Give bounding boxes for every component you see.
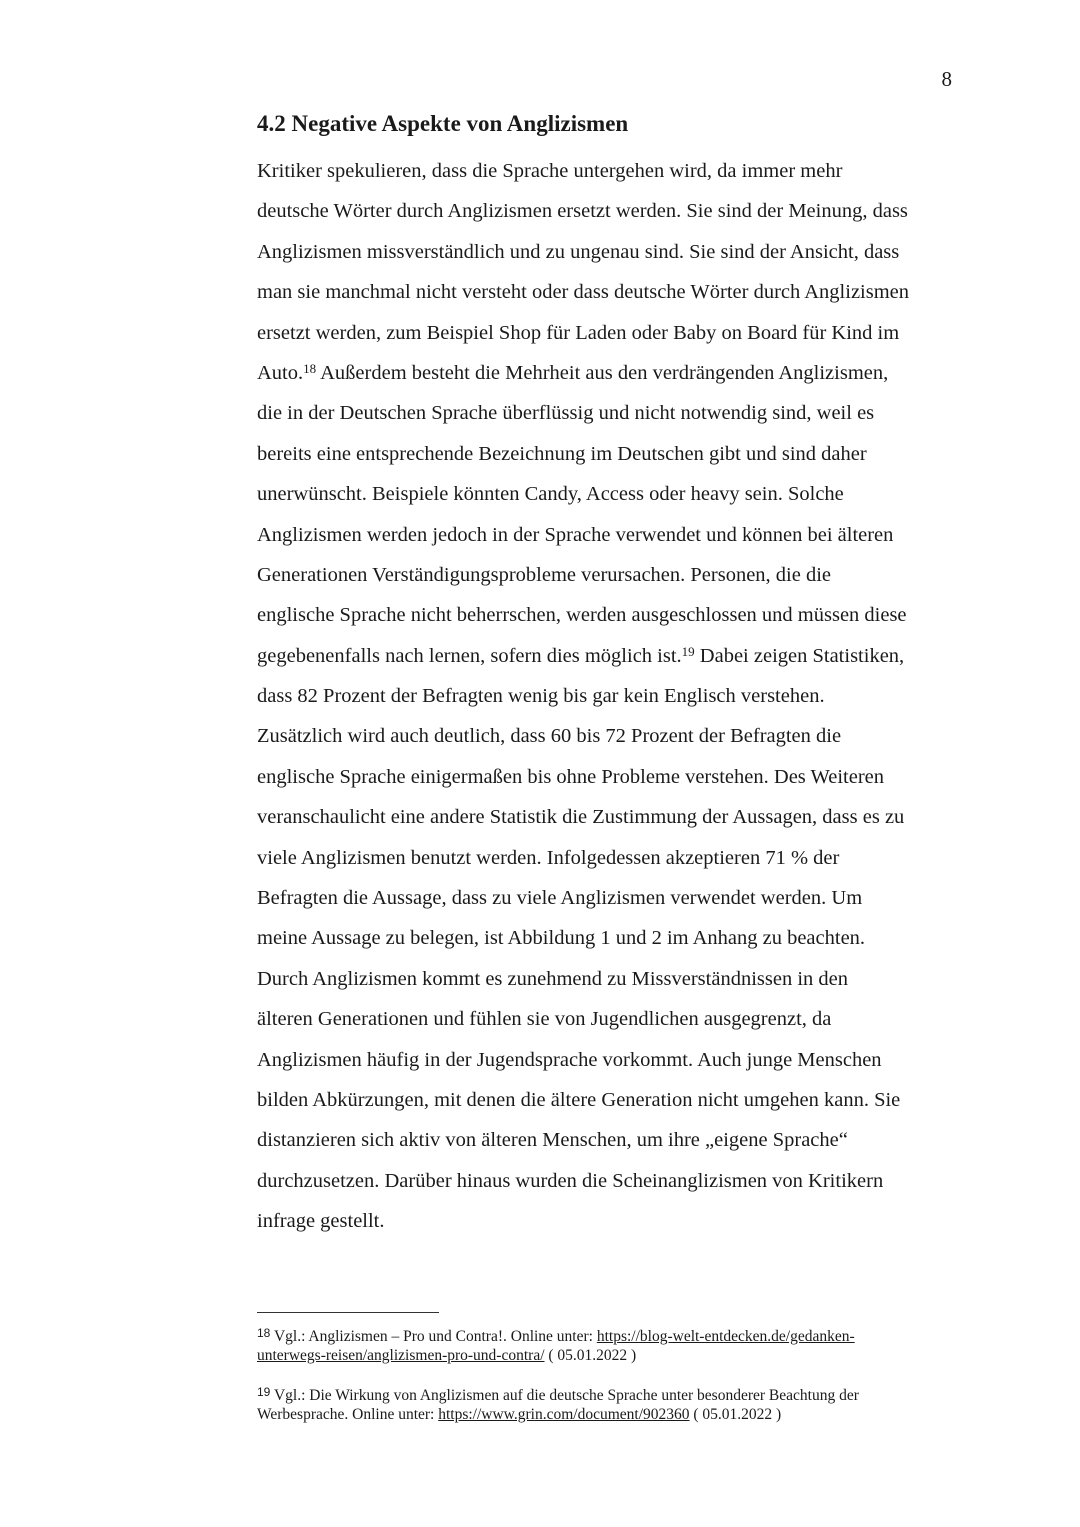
page-number: 8 xyxy=(941,67,952,91)
footnote-text: Werbesprache. Online unter: xyxy=(257,1406,439,1423)
footnote-line xyxy=(257,1405,937,1424)
body-line: ersetzt werden, zum Beispiel Shop für Laden oder Baby on Board für Kind im xyxy=(257,321,900,344)
footnote-reference[interactable]: 19 xyxy=(681,643,695,659)
footnote-number: 18 xyxy=(257,1326,271,1340)
body-line: Anglizismen werden jedoch in der Sprache verwendet und können bei älteren xyxy=(257,523,894,546)
body-line: Zusätzlich wird auch deutlich, dass 60 bis 72 Prozent der Befragten die xyxy=(257,725,842,748)
body-text: Auto. xyxy=(257,361,304,384)
body-text: Außerdem besteht die Mehrheit aus den verdrängenden Anglizismen, xyxy=(316,361,889,384)
body-line: unerwünscht. Beispiele könnten Candy, Access oder heavy sein. Solche xyxy=(257,483,844,506)
body-line: die in der Deutschen Sprache überflüssig und nicht notwendig sind, weil es xyxy=(257,402,875,425)
body-text: gegebenenfalls nach lernen, sofern dies möglich ist. xyxy=(257,644,682,667)
body-line: veranschaulicht eine andere Statistik die Zustimmung der Aussagen, dass es zu xyxy=(257,806,905,829)
body-line: deutsche Wörter durch Anglizismen ersetzt werden. Sie sind der Meinung, dass xyxy=(257,200,908,223)
footnote-line xyxy=(257,1386,937,1405)
body-paragraph xyxy=(257,151,977,1242)
body-line: Anglizismen missverständlich und zu ungenau sind. Sie sind der Ansicht, dass xyxy=(257,240,900,263)
body-line: distanzieren sich aktiv von älteren Menschen, um ihre „eigene Sprache“ xyxy=(257,1129,848,1152)
footnote-link[interactable]: unterwegs-reisen/anglizismen-pro-und-contra/ xyxy=(257,1347,545,1364)
footnote-divider xyxy=(257,1312,439,1313)
footnote-date: ( 05.01.2022 ) xyxy=(544,1347,637,1364)
body-line: dass 82 Prozent der Befragten wenig bis gar kein Englisch verstehen. xyxy=(257,685,825,708)
body-line: älteren Generationen und fühlen sie von Jugendlichen ausgegrenzt, da xyxy=(257,1008,832,1031)
body-line: bereits eine entsprechende Bezeichnung im Deutschen gibt und sind daher xyxy=(257,442,867,465)
footnote-line xyxy=(257,1346,937,1365)
footnote-number: 19 xyxy=(257,1385,271,1399)
body-line: bilden Abkürzungen, mit denen die ältere Generation nicht umgehen kann. Sie xyxy=(257,1088,901,1111)
body-line: durchzusetzen. Darüber hinaus wurden die Scheinanglizismen von Kritikern xyxy=(257,1169,884,1192)
body-line: Anglizismen häufig in der Jugendsprache vorkommt. Auch junge Menschen xyxy=(257,1048,882,1071)
body-line: infrage gestellt. xyxy=(257,1210,385,1233)
body-line: viele Anglizismen benutzt werden. Infolgedessen akzeptieren 71 % der xyxy=(257,846,840,869)
footnote-date: ( 05.01.2022 ) xyxy=(689,1406,782,1423)
body-line: meine Aussage zu belegen, ist Abbildung 1 und 2 im Anhang zu beachten. xyxy=(257,927,866,950)
body-line: Kritiker spekulieren, dass die Sprache untergehen wird, da immer mehr xyxy=(257,160,843,182)
footnote-text: Vgl.: Anglizismen – Pro und Contra!. Online unter: xyxy=(270,1328,597,1345)
footnote-19 xyxy=(257,1386,937,1424)
body-line: Durch Anglizismen kommt es zunehmend zu Missverständnissen in den xyxy=(257,967,848,990)
footnote-link[interactable]: https://blog-welt-entdecken.de/gedanken- xyxy=(596,1328,855,1345)
footnote-link[interactable]: https://www.grin.com/document/902360 xyxy=(438,1406,690,1423)
body-line: Generationen Verständigungsprobleme verursachen. Personen, die die xyxy=(257,563,832,586)
body-line: englische Sprache nicht beherrschen, werden ausgeschlossen und müssen diese xyxy=(257,604,907,627)
body-text: Dabei zeigen Statistiken, xyxy=(694,644,905,667)
body-line: man sie manchmal nicht versteht oder dass deutsche Wörter durch Anglizismen xyxy=(257,281,910,304)
footnote-18 xyxy=(257,1327,937,1365)
section-heading: 4.2 Negative Aspekte von Anglizismen xyxy=(257,111,629,136)
body-line xyxy=(257,636,977,676)
footnote-line xyxy=(257,1327,937,1346)
body-line xyxy=(257,353,977,393)
body-line: englische Sprache einigermaßen bis ohne Probleme verstehen. Des Weiteren xyxy=(257,765,884,788)
footnote-reference[interactable]: 18 xyxy=(303,360,317,376)
footnote-text: Vgl.: Die Wirkung von Anglizismen auf die deutsche Sprache unter besonderer Beachtung der xyxy=(270,1387,859,1404)
body-line: Befragten die Aussage, dass zu viele Anglizismen verwendet werden. Um xyxy=(257,887,863,910)
